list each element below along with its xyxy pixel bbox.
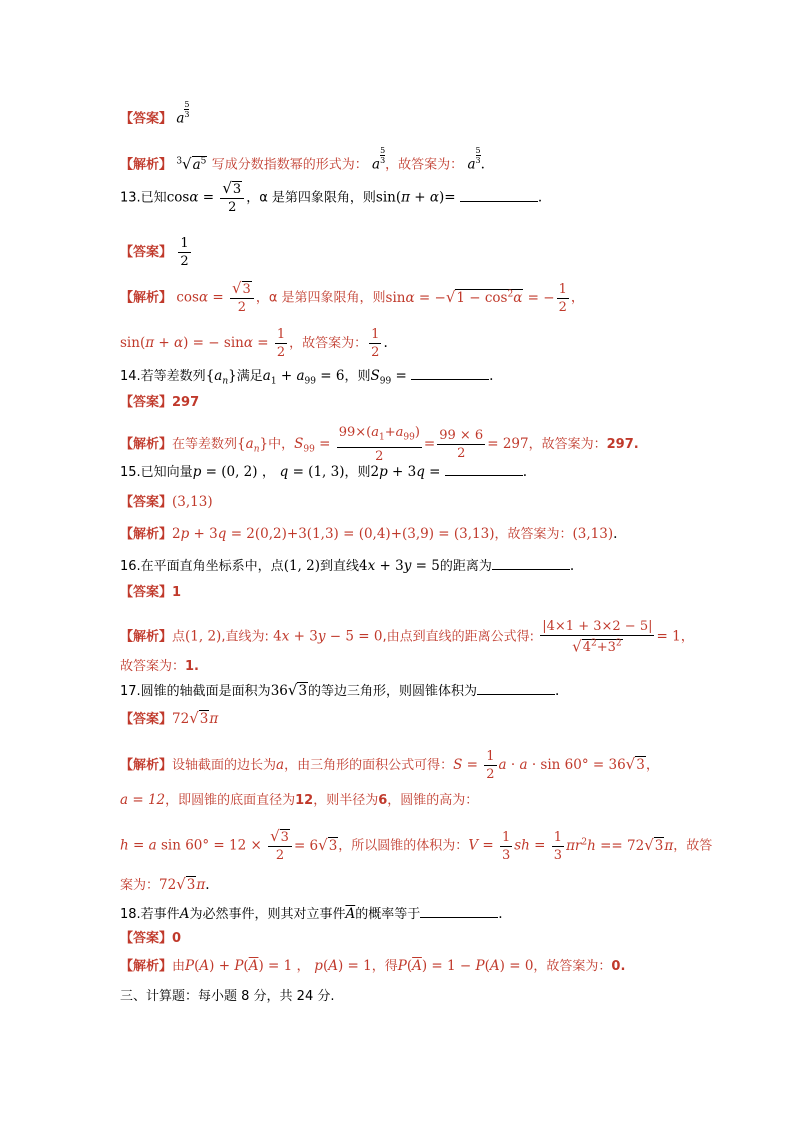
q15-analysis: 【解析】2p + 3q = 2(0,2)+3(1,3) = (0,4)+(3,9) = (3,13)，故答案为：(3,13). — [120, 526, 618, 542]
q17-blank — [477, 682, 555, 695]
q17-analysis-3: h = a sin 60° = 12 × $\frac{√3}{2}$ = 6√3，所以圆锥的体积为：V = $\frac{1}{3}$ sh = $\frac{1}{3}$ $\pi r^2h == 72√3\pi$，故答 — [120, 827, 713, 863]
q14-stem: 14.若等差数列$\{a_n\}$满足$a_1 + a_{99} = 6$，则$S_{99}$ = . — [120, 368, 494, 387]
q18-analysis: 【解析】由$P(A) + P(\overline{A}) = 1$ ， p(A) = 1，得$P(\overline{A}) = 1 - P(A) = 0$，故答案为：0. — [120, 958, 626, 974]
q17-analysis-4: 案为：72√3π. — [120, 875, 210, 893]
q18-answer: 【答案】0 — [120, 931, 182, 946]
q16-answer: 【答案】1 — [120, 585, 182, 600]
q13-analysis-2: sin(π + α) = − sinα = $\frac{1}{2}$ ，故答案为： $\frac{1}{2}$ . — [120, 327, 388, 360]
q14-analysis: 【解析】在等差数列$\{a_n\}$中，$S_{99}$ = $\frac{99\times(a_1+a_{99})}{2}$ = $\frac{99 \times 6}{2}$ = 297，故答案为：297. — [120, 425, 639, 464]
answer-label: 【答案】 — [120, 111, 173, 127]
analysis-label: 【解析】 — [120, 157, 173, 173]
q15-stem: 15.已知向量p = (0, 2) ， q = (1, 3)，则2p + 3q = . — [120, 464, 528, 480]
q12-answer-exponent: $\frac{5}{3}$ — [184, 100, 190, 119]
section-heading: 三、计算题：每小题 8 分，共 24 分. — [120, 989, 335, 1004]
q12-analysis-text: 写成分数指数幂的形式为： — [211, 157, 368, 173]
q17-analysis-2: a = 12，即圆锥的底面直径为12，则半径为6，圆锥的高为： — [120, 792, 479, 808]
q16-stem: 16.在平面直角坐标系中，点(1, 2)到直线4x + 3y = 5的距离为 . — [120, 558, 575, 574]
q12-answer — [120, 100, 189, 130]
q13-fraction: $\frac{√3}{2}$ — [220, 180, 244, 216]
q13-stem: 13.已知cosα = $\frac{√3}{2}$ ，α 是第四象限角，则sin(π + α)= . — [120, 179, 543, 215]
q17-analysis-1: 【解析】设轴截面的边长为a，由三角形的面积公式可得：S = $\frac{1}{2}$ a · a · sin 60° = 36√3， — [120, 749, 660, 782]
q13-answer: 【答案】 $\frac{1}{2}$ — [120, 236, 189, 269]
q16-blank — [492, 557, 570, 570]
q12-answer-base: a — [176, 110, 185, 127]
q18-blank — [420, 905, 498, 918]
q12-analysis: 【解析】 $^3√a^5$ 写成分数指数幂的形式为： a $\frac{5}{3}$ ，故答案为： a $\frac{5}{3}$ . — [120, 146, 485, 173]
q13-blank — [460, 189, 538, 202]
q14-blank — [411, 367, 489, 380]
q16-analysis: 【解析】点(1, 2),直线为: 4x + 3y − 5 = 0,由点到直线的距离公式得: $\frac{|4\times 1 + 3\times 2 - 5|}{√4^2+3^2}$ = 1， — [120, 619, 695, 656]
q17-stem: 17.圆锥的轴截面是面积为36√3的等边三角形，则圆锥体积为 . — [120, 681, 560, 699]
q12-radical: $^3√a^5$ — [176, 154, 207, 173]
q18-stem: 18.若事件A为必然事件，则其对立事件$\overline{A}$的概率等于 . — [120, 906, 503, 922]
q15-blank — [445, 463, 523, 476]
q13-answer-fraction: $\frac{1}{2}$ — [180, 236, 189, 269]
q14-answer: 【答案】297 — [120, 395, 200, 410]
q17-answer: 【答案】72√3π — [120, 709, 219, 727]
q16-analysis-2: 故答案为：1. — [120, 659, 199, 674]
q15-answer: 【答案】(3,13) — [120, 494, 213, 510]
q13-analysis-1: 【解析】 cosα = $\frac{√3}{2}$ ，α 是第四象限角，则$\sin\alpha = -√1 - \cos^2\alpha$ = − $\frac{1}{2}$ ， — [120, 279, 585, 315]
